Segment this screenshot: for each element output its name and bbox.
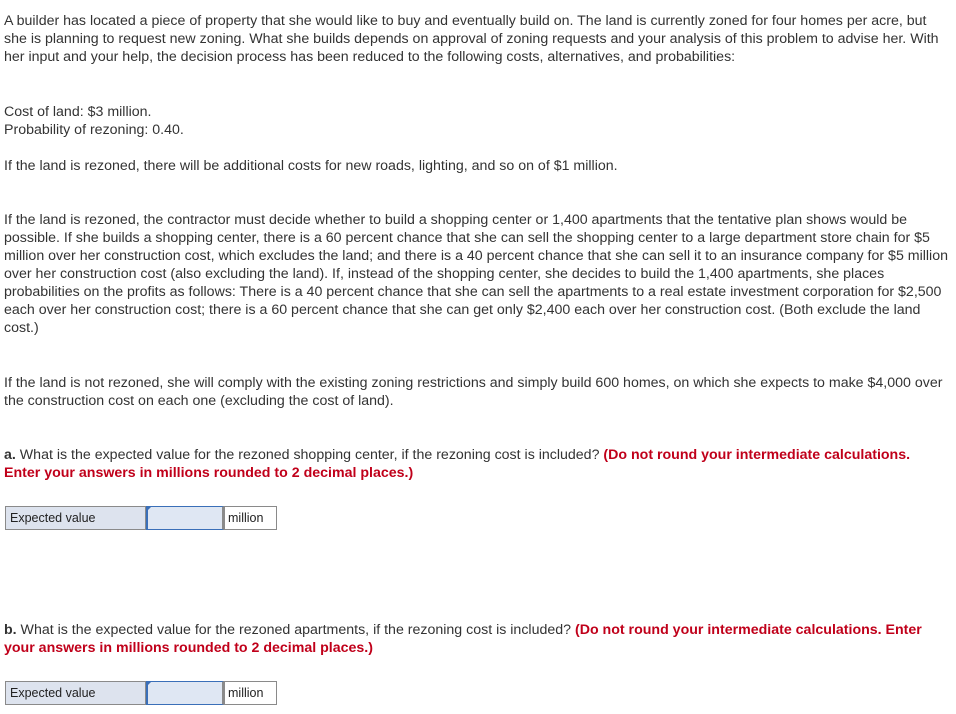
question-b-text: What is the expected value for the rezoned apartments, if the rezoning cost is included? [16, 622, 575, 638]
answer-b-input-wrapper [146, 681, 224, 705]
answer-b-input[interactable] [146, 681, 224, 705]
question-a [4, 446, 950, 482]
not-rezoned-paragraph: If the land is not rezoned, she will comply with the existing zoning restrictions and simply build 600 homes, on which she expects to make $4,000 over the construction cost on each one (excluding the cost of land). [4, 375, 943, 409]
question-b [4, 621, 950, 657]
intro-paragraph: A builder has located a piece of property that she would like to buy and eventually build on. The land is currently zoned for four homes per acre, but she is planning to request new zoning. What she builds depends on approval of zoning requests and your analysis of this problem to advise her. With her input and your help, the decision process has been reduced to the following costs, alternatives, and probabilities: [4, 13, 939, 65]
rezoned-costs-paragraph: If the land is rezoned, there will be additional costs for new roads, lighting, and so on of $1 million. [4, 158, 618, 174]
answer-row-a [5, 506, 277, 530]
answer-a-input-wrapper [146, 506, 224, 530]
probability-of-rezoning: Probability of rezoning: 0.40. [4, 122, 184, 138]
question-a-number: a. [4, 447, 16, 463]
question-a-instruction: (Do not round your intermediate calculations. Enter your answers in millions rounded to 2 decimal places.) [4, 447, 911, 481]
answer-a-unit: million [224, 506, 277, 530]
answer-b-label: Expected value [5, 681, 146, 705]
answer-a-input[interactable] [146, 506, 224, 530]
rezoned-decision-paragraph: If the land is rezoned, the contractor must decide whether to build a shopping center or 1,400 apartments that the tentative plan shows would be possible. If she builds a shopping center, there is a 60 percent chance that she can sell the shopping center to a large department store chain for $5 million over her construction cost, which excludes the land; and there is a 40 percent chance that she can sell it to an insurance company for $5 million over her construction cost (also excluding the land). If, instead of the shopping center, she decides to build the 1,400 apartments, she places probabilities on the profits as follows: There is a 40 percent chance that she can sell the apartments to a real estate investment corporation for $2,500 each over her construction cost; there is a 60 percent chance that she can get only $2,400 each over her construction cost. (Both exclude the land cost.) [4, 212, 948, 336]
answer-row-b [5, 681, 277, 705]
question-a-text: What is the expected value for the rezoned shopping center, if the rezoning cost is included? [15, 447, 604, 463]
question-b-number: b. [4, 622, 17, 638]
answer-b-unit: million [224, 681, 277, 705]
question-b-instruction: (Do not round your intermediate calculations. Enter your answers in millions rounded to 2 decimal places.) [4, 622, 922, 656]
cost-of-land: Cost of land: $3 million. [4, 104, 152, 120]
answer-a-label: Expected value [5, 506, 146, 530]
